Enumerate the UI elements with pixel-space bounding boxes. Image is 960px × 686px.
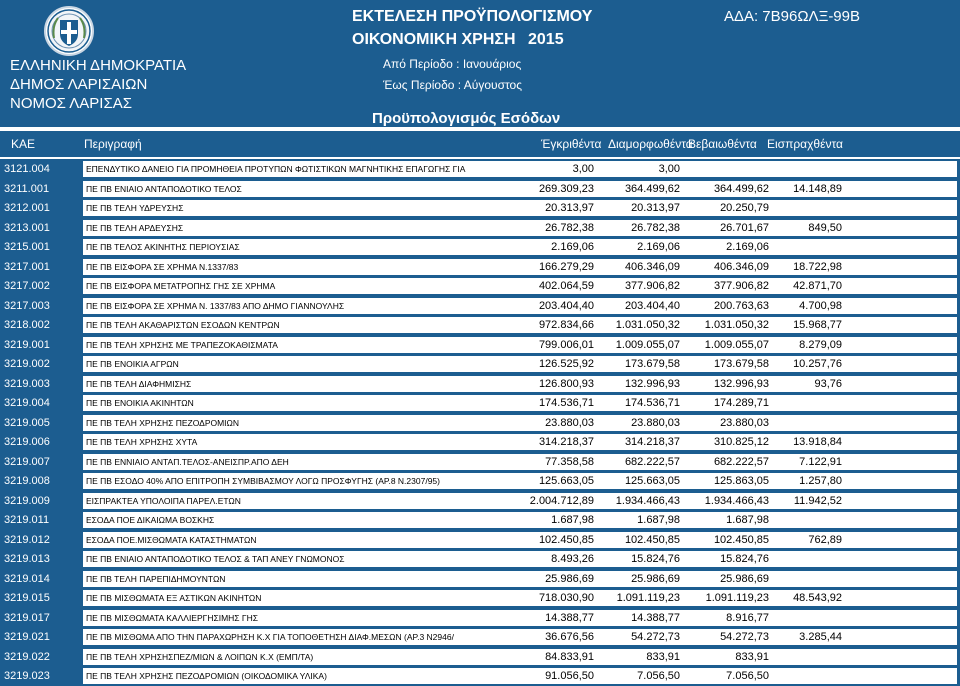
row-kae: 3217.001: [4, 260, 50, 273]
row-description: ΠΕ ΠΒ ΤΕΛΗ ΧΡΗΣΗΣ ΠΕΖΟΔΡΟΜΙΩΝ: [83, 415, 503, 431]
row-formed: 406.346,09: [624, 260, 680, 273]
row-certified: 2.169,06: [726, 241, 769, 253]
row-description: ΠΕ ΠΒ ΕΝΝΙΑΙΟ ΑΝΤΑΠ.ΤΕΛΟΣ-ΑΝΕΙΣΠΡ.ΑΠΟ ΔΕΗ: [83, 454, 503, 470]
row-approved: 84.833,91: [545, 650, 594, 663]
row-collected: 1.257,80: [799, 475, 842, 487]
row-formed: 682.222,57: [624, 455, 680, 468]
row-description: ΕΣΟΔΑ ΠΟΕ.ΜΙΣΘΩΜΑΤΑ ΚΑΤΑΣΤΗΜΑΤΩΝ: [83, 532, 503, 548]
row-values: [503, 298, 957, 314]
period-from: Από Περίοδο : Ιανουάριος: [383, 57, 522, 71]
row-values: [503, 259, 957, 275]
row-description: ΠΕ ΠΒ ΕΣΟΔΟ 40% ΑΠΟ ΕΠΙΤΡΟΠΗ ΣΥΜΒΙΒΑΣΜΟΥ ΛΟΓΩ ΠΡΟΣΦΥΓΗΣ (ΑΡ.8 Ν.2307/95): [83, 473, 503, 489]
row-formed: 1.687,98: [637, 514, 680, 526]
report-header: [0, 0, 960, 127]
revenue-table-body: [0, 159, 960, 686]
row-description: ΠΕ ΠΒ ΤΕΛΟΣ ΑΚΙΝΗΤΗΣ ΠΕΡΙΟΥΣΙΑΣ: [83, 239, 503, 255]
row-certified: 15.824,76: [720, 553, 769, 565]
row-approved: 2.169,06: [551, 241, 594, 253]
row-approved: 126.525,92: [538, 358, 594, 370]
row-values: [503, 512, 957, 528]
row-formed: 1.031.050,32: [615, 319, 680, 331]
row-approved: 26.782,38: [545, 221, 594, 234]
row-values: [503, 239, 957, 255]
row-approved: 3,00: [572, 163, 594, 175]
col-description: Περιγραφή: [84, 137, 142, 151]
row-formed: 314.218,37: [624, 436, 680, 448]
row-collected: 14.148,89: [793, 182, 842, 195]
organization-block: [10, 56, 186, 113]
row-certified: 1.934.466,43: [704, 494, 769, 507]
row-formed: 2.169,06: [637, 241, 680, 253]
ada-code: ΑΔΑ: 7Β96ΩΛΞ-99Β: [723, 8, 860, 25]
row-values: [503, 668, 957, 684]
row-approved: 972.834,66: [538, 319, 594, 331]
row-formed: 3,00: [658, 163, 680, 175]
row-kae: 3219.004: [4, 397, 50, 409]
row-kae: 3219.002: [4, 358, 50, 370]
col-approved: Έγκριθέντα: [541, 137, 602, 151]
row-collected: 93,76: [814, 377, 842, 390]
row-formed: 15.824,76: [631, 553, 680, 565]
row-description: ΠΕ ΠΒ ΤΕΛΗ ΑΚΑΘΑΡΙΣΤΩΝ ΕΣΟΔΩΝ ΚΕΝΤΡΩΝ: [83, 317, 503, 333]
row-collected: 11.942,52: [793, 494, 842, 507]
row-kae: 3218.002: [4, 319, 50, 331]
row-certified: 377.906,82: [713, 280, 769, 292]
row-approved: 23.880,03: [545, 416, 594, 429]
row-values: [503, 395, 957, 411]
row-kae: 3219.005: [4, 416, 50, 429]
row-description: ΠΕ ΠΒ ΤΕΛΗ ΔΙΑΦΗΜΙΣΗΣ: [83, 376, 503, 392]
row-collected: 18.722,98: [793, 260, 842, 273]
table-row: [0, 315, 960, 335]
row-kae: 3212.001: [4, 202, 50, 214]
table-row: [0, 198, 960, 218]
table-row: [0, 608, 960, 628]
row-kae: 3121.004: [4, 163, 50, 175]
row-description: ΠΕ ΠΒ ΜΙΣΘΩΜΑΤΑ ΕΞ ΑΣΤΙΚΩΝ ΑΚΙΝΗΤΩΝ: [83, 590, 503, 606]
row-certified: 125.863,05: [713, 475, 769, 487]
row-values: [503, 610, 957, 626]
col-kae: ΚΑΕ: [11, 137, 36, 151]
row-certified: 26.701,67: [720, 221, 769, 234]
row-certified: 7.056,50: [726, 670, 769, 682]
row-description: ΠΕ ΠΒ ΕΝΟΙΚΙΑ ΑΚΙΝΗΤΩΝ: [83, 395, 503, 411]
row-formed: 26.782,38: [631, 221, 680, 234]
row-formed: 173.679,58: [624, 358, 680, 370]
row-values: [503, 337, 957, 353]
table-row: [0, 452, 960, 472]
row-values: [503, 454, 957, 470]
row-values: [503, 532, 957, 548]
row-description: ΠΕ ΠΒ ΤΕΛΗ ΠΑΡΕΠΙΔΗΜΟΥΝΤΩΝ: [83, 571, 503, 587]
row-formed: 377.906,82: [624, 280, 680, 292]
row-values: [503, 590, 957, 606]
org-line-prefecture: ΝΟΜΟΣ ΛΑΡΙΣΑΣ: [10, 95, 133, 112]
row-collected: 3.285,44: [799, 631, 842, 643]
row-approved: 20.313,97: [545, 202, 594, 214]
table-row: [0, 647, 960, 667]
row-certified: 23.880,03: [720, 416, 769, 429]
row-kae: 3215.001: [4, 241, 50, 253]
row-approved: 269.309,23: [538, 182, 594, 195]
row-collected: 849,50: [808, 221, 842, 234]
table-row: [0, 471, 960, 491]
row-collected: 13.918,84: [793, 436, 842, 448]
row-formed: 25.986,69: [631, 572, 680, 585]
org-line-municipality: ΔΗΜΟΣ ΛΑΡΙΣΑΙΩΝ: [10, 76, 148, 93]
col-collected: Εισπραχθέντα: [767, 137, 843, 151]
row-certified: 833,91: [735, 650, 769, 663]
row-values: [503, 571, 957, 587]
row-values: [503, 376, 957, 392]
table-row: [0, 510, 960, 530]
table-row: [0, 530, 960, 550]
row-kae: 3219.009: [4, 494, 50, 507]
table-row: [0, 413, 960, 433]
row-formed: 132.996,93: [624, 377, 680, 390]
row-description: ΠΕ ΠΒ ΜΙΣΘΩΜΑ ΑΠΟ ΤΗΝ ΠΑΡΑΧΩΡΗΣΗ Κ.Χ ΓΙΑ ΤΟΠΟΘΕΤΗΣΗ ΔΙΑΦ.ΜΕΣΩΝ (ΑΡ.3 Ν2946/: [83, 629, 503, 645]
row-description: ΕΣΟΔΑ ΠΟΕ ΔΙΚΑΙΩΜΑ ΒΟΣΚΗΣ: [83, 512, 503, 528]
row-approved: 402.064,59: [538, 280, 594, 292]
row-approved: 102.450,85: [538, 533, 594, 546]
row-collected: 42.871,70: [793, 280, 842, 292]
table-row: [0, 159, 960, 179]
table-row: [0, 179, 960, 199]
table-row: [0, 335, 960, 355]
row-certified: 1.687,98: [726, 514, 769, 526]
row-collected: 48.543,92: [793, 592, 842, 604]
row-formed: 1.009.055,07: [615, 338, 680, 351]
table-row: [0, 276, 960, 296]
table-row: [0, 666, 960, 686]
row-description: ΠΕ ΠΒ ΕΙΣΦΟΡΑ ΣΕ ΧΡΗΜΑ Ν. 1337/83 ΑΠΟ ΔΗΜΟ ΓΙΑΝΝΟΥΛΗΣ: [83, 298, 503, 314]
table-row: [0, 237, 960, 257]
row-values: [503, 356, 957, 372]
row-approved: 203.404,40: [538, 299, 594, 312]
row-formed: 102.450,85: [624, 533, 680, 546]
row-certified: 174.289,71: [713, 397, 769, 409]
row-formed: 23.880,03: [631, 416, 680, 429]
row-kae: 3219.008: [4, 475, 50, 487]
table-row: [0, 257, 960, 277]
row-formed: 203.404,40: [624, 299, 680, 312]
period-to: Έως Περίοδο : Αύγουστος: [383, 78, 523, 92]
row-values: [503, 220, 957, 236]
row-values: [503, 161, 957, 177]
row-certified: 1.091.119,23: [705, 592, 769, 604]
row-approved: 314.218,37: [538, 436, 594, 448]
row-approved: 718.030,90: [538, 592, 594, 604]
table-row: [0, 374, 960, 394]
row-description: ΠΕ ΠΒ ΤΕΛΗ ΧΡΗΣΗΣ ΧΥΤΑ: [83, 434, 503, 450]
row-collected: 15.968,77: [793, 319, 842, 331]
table-row: [0, 627, 960, 647]
row-kae: 3219.014: [4, 572, 50, 585]
fiscal-label: ΟΙΚΟΝΟΜΙΚΗ ΧΡΗΣΗ: [352, 31, 516, 48]
row-description: ΠΕ ΠΒ ΕΝΙΑΙΟ ΑΝΤΑΠΟΔΟΤΙΚΟ ΤΕΛΟΣ: [83, 181, 503, 197]
row-collected: 7.122,91: [799, 455, 842, 468]
row-certified: 20.250,79: [720, 202, 769, 214]
row-certified: 173.679,58: [713, 358, 769, 370]
row-kae: 3219.013: [4, 553, 50, 565]
row-description: ΠΕ ΠΒ ΤΕΛΗ ΑΡΔΕΥΣΗΣ: [83, 220, 503, 236]
row-description: ΠΕ ΠΒ ΕΝΟΙΚΙΑ ΑΓΡΩΝ: [83, 356, 503, 372]
row-approved: 77.358,58: [545, 455, 594, 468]
row-kae: 3219.023: [4, 670, 50, 682]
row-kae: 3219.003: [4, 377, 50, 390]
row-values: [503, 551, 957, 567]
row-formed: 1.091.119,23: [616, 592, 680, 604]
table-row: [0, 588, 960, 608]
table-row: [0, 218, 960, 238]
row-formed: 20.313,97: [631, 202, 680, 214]
col-formed: Διαμορφωθέντα: [608, 137, 693, 151]
row-kae: 3211.001: [4, 182, 50, 195]
row-certified: 200.763,63: [713, 299, 769, 312]
row-formed: 364.499,62: [624, 182, 680, 195]
row-kae: 3219.001: [4, 338, 50, 351]
row-values: [503, 278, 957, 294]
row-formed: 14.388,77: [631, 611, 680, 624]
row-kae: 3219.007: [4, 455, 50, 468]
row-values: [503, 317, 957, 333]
row-certified: 682.222,57: [713, 455, 769, 468]
table-row: [0, 393, 960, 413]
row-certified: 1.031.050,32: [704, 319, 769, 331]
table-row: [0, 491, 960, 511]
row-certified: 132.996,93: [713, 377, 769, 390]
row-certified: 1.009.055,07: [704, 338, 769, 351]
row-description: ΠΕ ΠΒ ΤΕΛΗ ΥΔΡΕΥΣΗΣ: [83, 200, 503, 216]
org-line-country: ΕΛΛΗΝΙΚΗ ΔΗΜΟΚΡΑΤΙΑ: [10, 57, 187, 74]
row-description: ΕΠΕΝΔΥΤΙΚΟ ΔΑΝΕΙΟ ΓΙΑ ΠΡΟΜΗΘΕΙΑ ΠΡΟΤΥΠΩΝ ΦΩΤΙΣΤΙΚΩΝ ΜΑΓΝΗΤΙΚΗΣ ΕΠΑΓΩΓΗΣ ΓΙΑ: [83, 161, 503, 177]
row-approved: 8.493,26: [551, 553, 594, 565]
row-values: [503, 493, 957, 509]
table-row: [0, 549, 960, 569]
row-approved: 126.800,93: [538, 377, 594, 390]
row-formed: 174.536,71: [624, 397, 680, 409]
row-kae: 3219.012: [4, 533, 50, 546]
row-certified: 25.986,69: [720, 572, 769, 585]
row-description: ΠΕ ΠΒ ΕΙΣΦΟΡΑ ΣΕ ΧΡΗΜΑ Ν.1337/83: [83, 259, 503, 275]
row-certified: 54.272,73: [720, 631, 769, 643]
table-row: [0, 432, 960, 452]
greek-emblem-icon: [44, 6, 94, 56]
table-row: [0, 354, 960, 374]
row-kae: 3217.002: [4, 280, 50, 292]
row-approved: 91.056,50: [545, 670, 594, 682]
section-subtitle: Προϋπολογισμός Εσόδων: [372, 110, 561, 127]
row-formed: 833,91: [646, 650, 680, 663]
row-kae: 3219.021: [4, 631, 50, 643]
row-description: ΠΕ ΠΒ ΤΕΛΗ ΧΡΗΣΗΣ ΜΕ ΤΡΑΠΕΖΟΚΑΘΙΣΜΑΤΑ: [83, 337, 503, 353]
row-values: [503, 200, 957, 216]
row-certified: 364.499,62: [713, 182, 769, 195]
row-certified: 102.450,85: [713, 533, 769, 546]
row-values: [503, 629, 957, 645]
row-description: ΠΕ ΠΒ ΜΙΣΘΩΜΑΤΑ ΚΑΛΛΙΕΡΓΗΣΙΜΗΣ ΓΗΣ: [83, 610, 503, 626]
row-values: [503, 415, 957, 431]
row-kae: 3219.022: [4, 650, 50, 663]
row-description: ΠΕ ΠΒ ΕΝΙΑΙΟ ΑΝΤΑΠΟΔΟΤΙΚΟ ΤΕΛΟΣ & ΤΑΠ ΑΝΕΥ ΓΝΩΜΟΝΟΣ: [83, 551, 503, 567]
row-kae: 3219.017: [4, 611, 50, 624]
row-formed: 1.934.466,43: [615, 494, 680, 507]
row-formed: 125.663,05: [624, 475, 680, 487]
row-approved: 166.279,29: [538, 260, 594, 273]
row-approved: 799.006,01: [538, 338, 594, 351]
row-approved: 25.986,69: [545, 572, 594, 585]
report-title: ΕΚΤΕΛΕΣΗ ΠΡΟΫΠΟΛΟΓΙΣΜΟΥ: [352, 8, 593, 25]
row-kae: 3219.006: [4, 436, 50, 448]
col-certified: Βεβαιωθέντα: [688, 137, 757, 151]
row-formed: 7.056,50: [637, 670, 680, 682]
row-collected: 762,89: [808, 533, 842, 546]
row-values: [503, 473, 957, 489]
row-certified: 8.916,77: [726, 611, 769, 624]
row-kae: 3219.011: [4, 514, 50, 526]
row-description: ΕΙΣΠΡΑΚΤΕΑ ΥΠΟΛΟΙΠΑ ΠΑΡΕΛ.ΕΤΩΝ: [83, 493, 503, 509]
fiscal-year: 2015: [528, 31, 564, 48]
row-description: ΠΕ ΠΒ ΤΕΛΗ ΧΡΗΣΗΣΠΕΖ/ΜΙΩΝ & ΛΟΙΠΩΝ Κ.Χ (ΕΜΠ/ΤΑ): [83, 649, 503, 665]
row-collected: 4.700,98: [799, 299, 842, 312]
row-certified: 310.825,12: [713, 436, 769, 448]
row-collected: 8.279,09: [799, 338, 842, 351]
row-kae: 3213.001: [4, 221, 50, 234]
table-row: [0, 569, 960, 589]
row-certified: 406.346,09: [713, 260, 769, 273]
row-description: ΠΕ ΠΒ ΤΕΛΗ ΧΡΗΣΗΣ ΠΕΖΟΔΡΟΜΙΩΝ (ΟΙΚΟΔΟΜΙΚΑ ΥΛΙΚΑ): [83, 668, 503, 684]
row-approved: 174.536,71: [538, 397, 594, 409]
row-values: [503, 181, 957, 197]
row-kae: 3217.003: [4, 299, 50, 312]
row-values: [503, 434, 957, 450]
row-approved: 125.663,05: [538, 475, 594, 487]
row-approved: 36.676,56: [545, 631, 594, 643]
row-approved: 2.004.712,89: [529, 494, 594, 507]
row-description: ΠΕ ΠΒ ΕΙΣΦΟΡΑ ΜΕΤΑΤΡΟΠΗΣ ΓΗΣ ΣΕ ΧΡΗΜΑ: [83, 278, 503, 294]
row-values: [503, 649, 957, 665]
row-kae: 3219.015: [4, 592, 50, 604]
row-approved: 14.388,77: [545, 611, 594, 624]
table-row: [0, 296, 960, 316]
table-header: [0, 131, 960, 157]
row-collected: 10.257,76: [793, 358, 842, 370]
row-formed: 54.272,73: [631, 631, 680, 643]
row-approved: 1.687,98: [551, 514, 594, 526]
